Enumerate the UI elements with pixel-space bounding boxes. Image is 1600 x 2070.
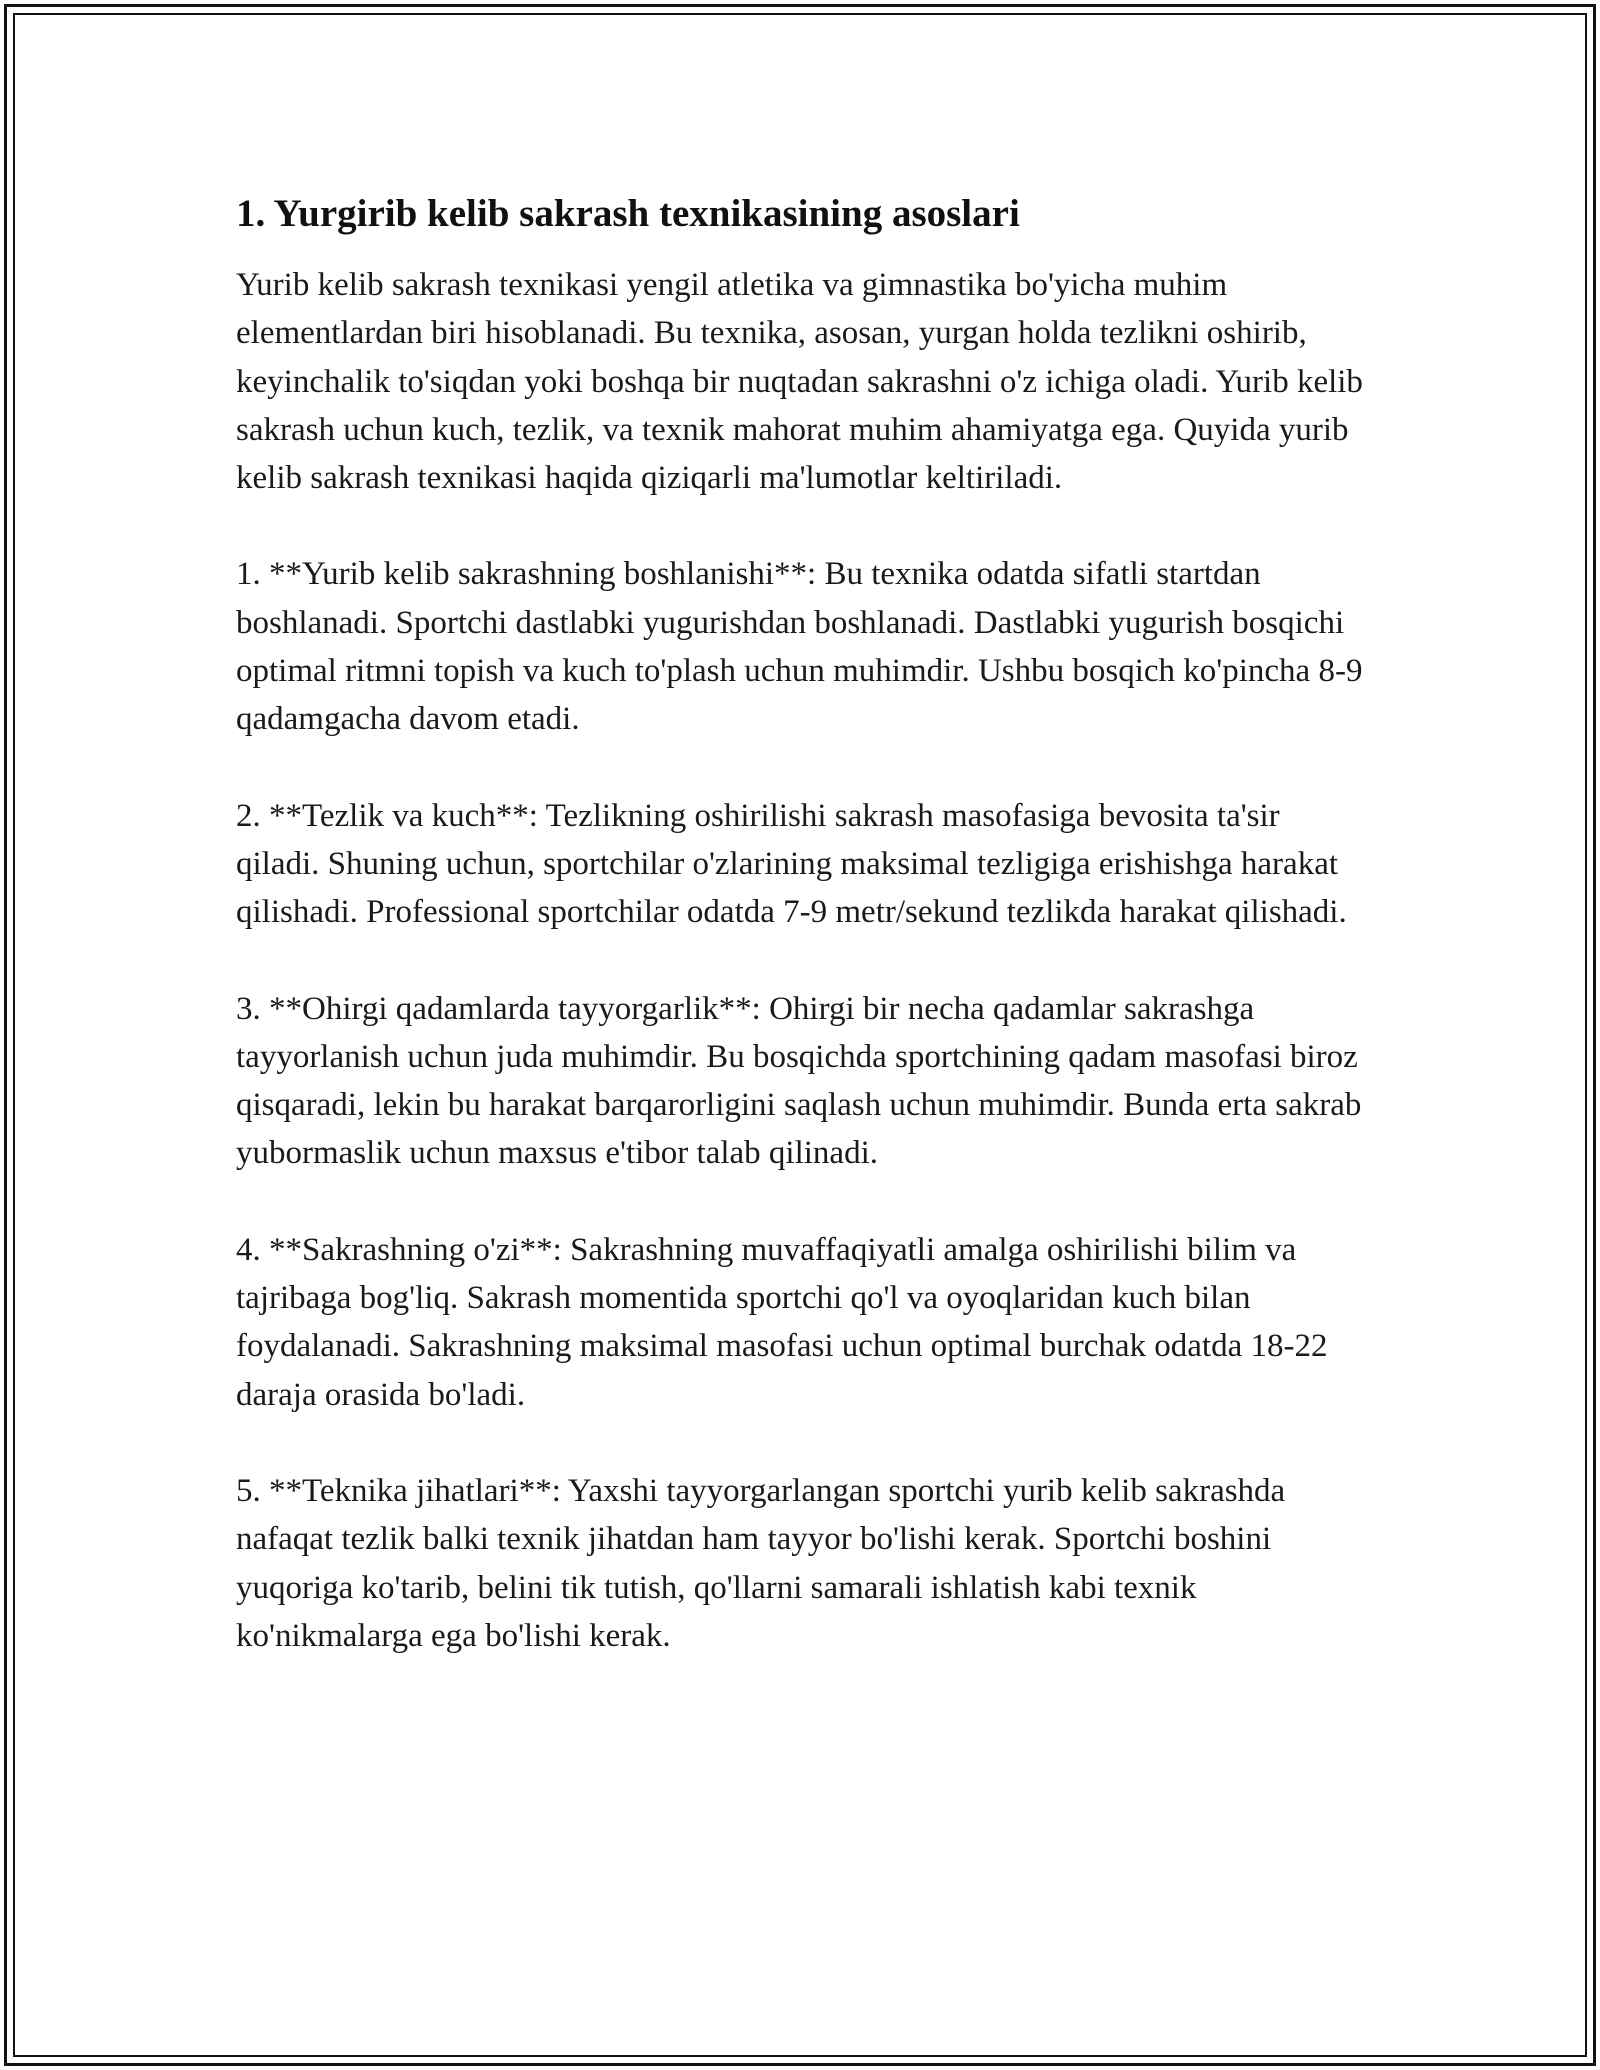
intro-paragraph: Yurib kelib sakrash texnikasi yengil atletika va gimnastika bo'yicha muhim elementlardan biri hisoblanadi. Bu texnika, asosan, yurgan holda tezlikni oshirib, keyinchalik to'siqdan yoki boshqa bir nuqtadan sakrashni o'z ichiga oladi. Yurib kelib sakrash uchun kuch, tezlik, va texnik mahorat muhim ahamiyatga ega. Quyida yurib kelib sakrash texnikasi haqida qiziqarli ma'lumotlar keltiriladi. xyxy=(236,267,1363,497)
document-body xyxy=(236,186,1368,1708)
point-2-paragraph: 2. **Tezlik va kuch**: Tezlikning oshirilishi sakrash masofasiga bevosita ta'sir qiladi. Shuning uchun, sportchilar o'zlarining maksimal tezligiga erishishga harakat qilishadi. Professional sportchilar odatda 7-9 metr/sekund tezlikda harakat qilishadi. xyxy=(236,797,1347,931)
point-5-paragraph: 5. **Teknika jihatlari**: Yaxshi tayyorgarlangan sportchi yurib kelib sakrashda nafaqat tezlik balki texnik jihatdan ham tayyor bo'lishi kerak. Sportchi boshini yuqoriga ko'tarib, belini tik tutish, qo'llarni samarali ishlatish kabi texnik ko'nikmalarga ega bo'lishi kerak. xyxy=(236,1472,1286,1654)
point-1-paragraph: 1. **Yurib kelib sakrashning boshlanishi**: Bu texnika odatda sifatli startdan boshlanadi. Sportchi dastlabki yugurishdan boshlanadi. Dastlabki yugurish bosqichi optimal ritmni topish va kuch to'plash uchun muhimdir. Ushbu bosqich ko'pincha 8-9 qadamgacha davom etadi. xyxy=(236,556,1363,738)
point-3-paragraph: 3. **Ohirgi qadamlarda tayyorgarlik**: Ohirgi bir necha qadamlar sakrashga tayyorlanish uchun juda muhimdir. Bu bosqichda sportchining qadam masofasi biroz qisqaradi, lekin bu harakat barqarorligini saqlash uchun muhimdir. Bunda erta sakrab yubormaslik uchun maxsus e'tibor talab qilinadi. xyxy=(236,990,1362,1172)
document-heading: 1. Yurgirib kelib sakrash texnikasining asoslari xyxy=(236,192,1020,235)
point-4-paragraph: 4. **Sakrashning o'zi**: Sakrashning muvaffaqiyatli amalga oshirilishi bilim va tajribaga bog'liq. Sakrash momentida sportchi qo'l va oyoqlaridan kuch bilan foydalanadi. Sakrashning maksimal masofasi uchun optimal burchak odatda 18-22 daraja orasida bo'ladi. xyxy=(236,1231,1328,1413)
